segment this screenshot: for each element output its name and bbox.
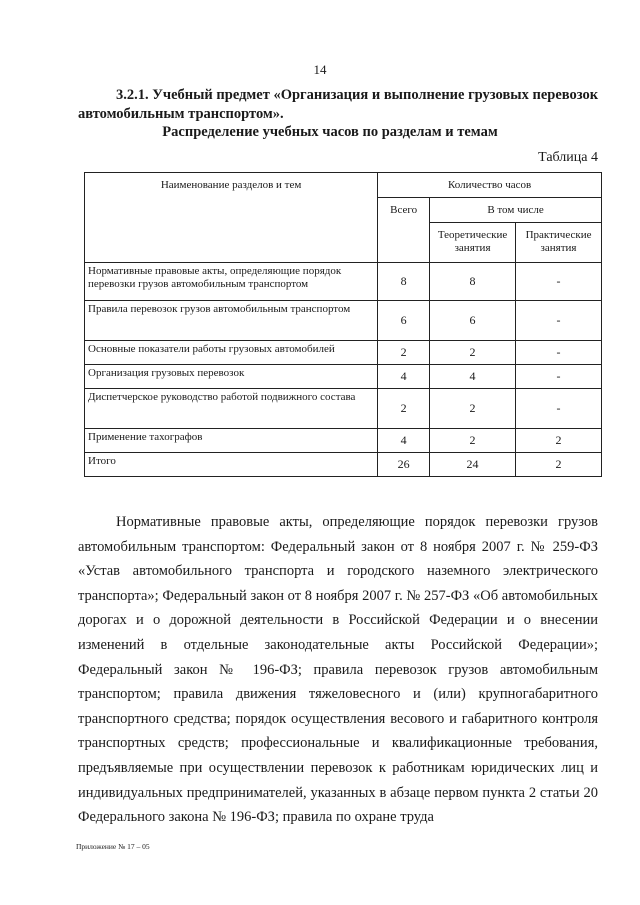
table-row-total: [85, 453, 602, 477]
table-row: [85, 263, 602, 301]
row-name: Применение тахографов: [85, 429, 378, 453]
row-total: 2: [378, 341, 430, 365]
header-name: Наименование разделов и тем: [85, 173, 378, 263]
row-practice: 2: [516, 453, 602, 477]
row-theory: 2: [430, 429, 516, 453]
row-total: 26: [378, 453, 430, 477]
table-label: Таблица 4: [538, 150, 598, 165]
table-subtitle: Распределение учебных часов по разделам и темам: [162, 124, 498, 140]
header-practice: Практические занятия: [516, 223, 602, 263]
table-row: [85, 389, 602, 429]
row-total: 4: [378, 365, 430, 389]
row-name: Основные показатели работы грузовых автомобилей: [85, 341, 378, 365]
row-total: 4: [378, 429, 430, 453]
row-theory: 2: [430, 389, 516, 429]
body-text: [78, 510, 598, 830]
row-theory: 2: [430, 341, 516, 365]
header-theory: Теоретические занятия: [430, 223, 516, 263]
row-practice: -: [516, 365, 602, 389]
header-hours: Количество часов: [378, 173, 602, 198]
row-practice: 2: [516, 429, 602, 453]
row-theory: 4: [430, 365, 516, 389]
table-row: [85, 301, 602, 341]
row-practice: -: [516, 301, 602, 341]
page-number: 14: [313, 62, 327, 77]
table-row: [85, 429, 602, 453]
table-row: [85, 341, 602, 365]
row-practice: -: [516, 263, 602, 301]
row-name: Диспетчерское руководство работой подвижного состава: [85, 389, 378, 429]
row-name: Нормативные правовые акты, определяющие порядок перевозки грузов автомобильным транспортом: [85, 263, 378, 301]
hours-table: [84, 172, 602, 477]
row-practice: -: [516, 389, 602, 429]
row-name: Правила перевозок грузов автомобильным транспортом: [85, 301, 378, 341]
row-total: 6: [378, 301, 430, 341]
header-including: В том числе: [430, 198, 602, 223]
row-total: 8: [378, 263, 430, 301]
section-title: 3.2.1. Учебный предмет «Организация и выполнение грузовых перевозок автомобильным транспортом».: [78, 87, 599, 122]
row-theory: 6: [430, 301, 516, 341]
body-paragraph: Нормативные правовые акты, определяющие порядок перевозки грузов автомобильным транспортом: Федеральный закон от 8 ноября 2007 г. № 259-ФЗ «Устав автомобильного транспорта и городского наземного электрического транспорта»; Федеральный закон от 8 ноября 2007 г. № 257-ФЗ «Об автомобильных дорогах и о дорожной деятельности в Российской Федерации и о внесении изменений в отдельные законодательные акты Российской Федерации»; Федеральный закон № 196-ФЗ; правила перевозок грузов автомобильным транспортом; правила движения тяжеловесного и (или) крупногабаритного транспортного средства; порядок осуществления весового и габаритного контроля транспортных средств; профессиональные и квалификационные требования, предъявляемые при осуществлении перевозок к работникам юридических лиц и индивидуальных предпринимателей, указанных в абзаце первом пункта 2 статьи 20 Федерального закона № 196-ФЗ; правила по охране труда: [78, 514, 598, 826]
header-total: Всего: [378, 198, 430, 263]
row-theory: 8: [430, 263, 516, 301]
row-total: 2: [378, 389, 430, 429]
row-name: Итого: [85, 453, 378, 477]
page-footer: Приложение № 17 – 05: [76, 842, 150, 851]
row-theory: 24: [430, 453, 516, 477]
row-practice: -: [516, 341, 602, 365]
row-name: Организация грузовых перевозок: [85, 365, 378, 389]
table-row: [85, 365, 602, 389]
